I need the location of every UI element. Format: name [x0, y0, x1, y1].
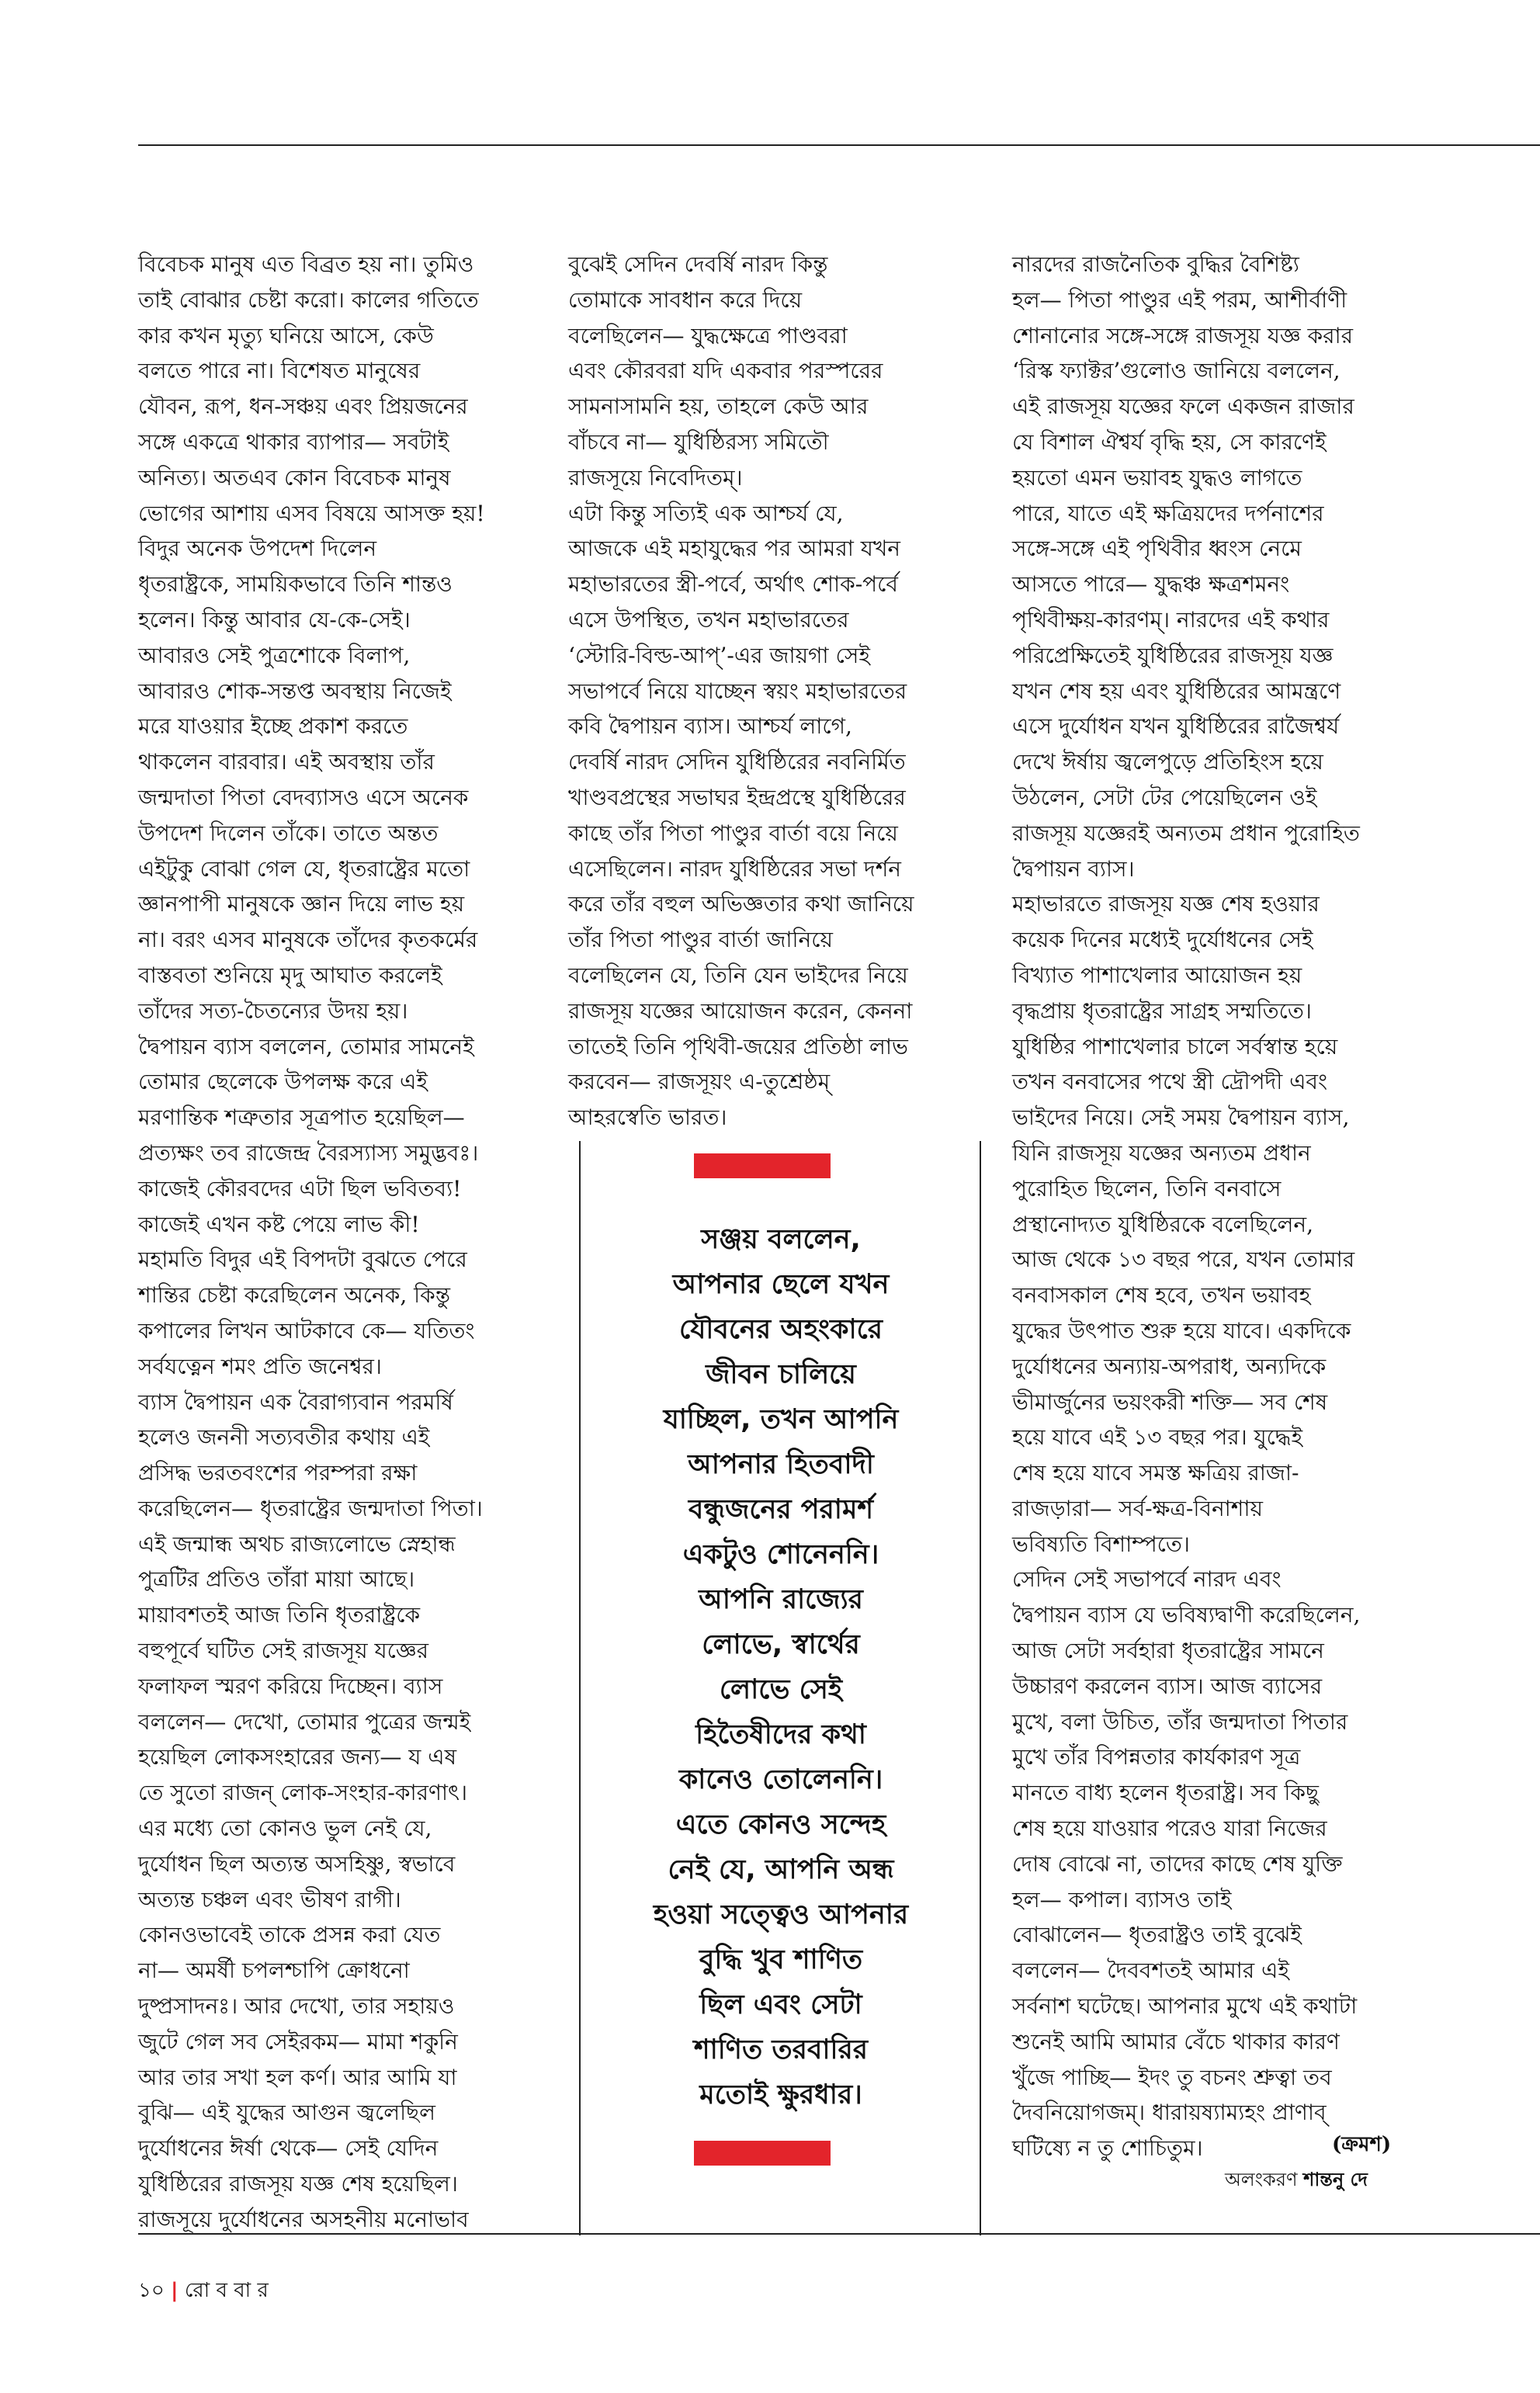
text-line: কাছে তাঁর পিতা পাণ্ডুর বার্তা বয়ে নিয়ে [568, 820, 898, 846]
text-line: এতে কোনও সন্দেহ [675, 1809, 886, 1840]
text-line: ঘটিষ্যে ন তু শোচিতুম। [1012, 2135, 1203, 2162]
text-line: ভাইদের নিয়ে। সেই সময় দ্বৈপায়ন ব্যাস, [1012, 1105, 1350, 1131]
text-line: যুধিষ্ঠির পাশাখেলার চালে সর্বস্বান্ত হয়ে [1012, 1033, 1338, 1060]
text-line: এই রাজসূয় যজ্ঞের ফলে একজন রাজার [1012, 394, 1354, 420]
credit-artist: শান্তনু দে [1303, 2168, 1368, 2190]
text-line: কপালের লিখন আটকাবে কে— যতিতং [138, 1317, 475, 1344]
text-line: যৌবনের অহংকারে [679, 1314, 883, 1345]
text-line: উচ্চারণ করলেন ব্যাস। আজ ব্যাসের [1012, 1673, 1323, 1699]
text-line: শাণিত তরবারির [693, 2034, 869, 2065]
text-line: হল— পিতা পাণ্ডুর এই পরম, আশীর্বাণী [1012, 286, 1348, 313]
text-line: রাজসূয়ে নিবেদিতম্। [568, 464, 743, 491]
text-line: ‘রিস্ক ফ্যাক্টর’গুলোও জানিয়ে বললেন, [1012, 358, 1341, 384]
text-line: না। বরং এসব মানুষকে তাঁদের কৃতকর্মের [138, 927, 478, 953]
text-line: আজ সেটা সর্বহারা ধৃতরাষ্ট্রের সামনে [1012, 1638, 1324, 1664]
text-line: প্রসিদ্ধ ভরতবংশের পরম্পরা রক্ষা [138, 1460, 418, 1486]
bottom-rule [138, 2233, 1540, 2235]
text-line: মহাভারতে রাজসূয় যজ্ঞ শেষ হওয়ার [1012, 891, 1320, 917]
text-line: রাজসূয়ে দুর্যোধনের অসহনীয় মনোভাব [138, 2206, 469, 2232]
text-line: তাঁর পিতা পাণ্ডুর বার্তা জানিয়ে [568, 927, 834, 953]
text-line: হওয়া সত্ত্বেও আপনার [653, 1899, 909, 1930]
top-rule [138, 144, 1540, 146]
text-column-3 [1012, 247, 1447, 2166]
text-line: এসে উপস্থিত, তখন মহাভারতের [568, 606, 849, 633]
text-line: ব্যাস দ্বৈপায়ন এক বৈরাগ্যবান পরমর্ষি [138, 1389, 453, 1415]
text-line: ভবিষ্যতি বিশাম্পতে। [1012, 1531, 1190, 1557]
text-line: মায়াবশতই আজ তিনি ধৃতরাষ্ট্রকে [138, 1602, 421, 1628]
quote-divider-left [579, 1141, 581, 2235]
text-line: যৌবন, রূপ, ধন-সঞ্চয় এবং প্রিয়জনের [138, 394, 468, 420]
text-line: লোভে, স্বার্থের [702, 1629, 860, 1660]
text-line: মরে যাওয়ার ইচ্ছে প্রকাশ করতে [138, 713, 408, 740]
quote-divider-right [980, 1141, 981, 2235]
text-line: সর্বনাশ ঘটেছে। আপনার মুখে এই কথাটা [1012, 1993, 1358, 2020]
page-footer [138, 2274, 269, 2308]
text-line: বলেছিলেন যে, তিনি যেন ভাইদের নিয়ে [568, 962, 908, 988]
text-line: বললেন— দেখো, তোমার পুত্রের জন্মই [138, 1708, 471, 1735]
text-line: কোনওভাবেই তাকে প্রসন্ন করা যেত [138, 1922, 441, 1948]
text-line: দেবর্ষি নারদ সেদিন যুধিষ্ঠিরের নবনির্মিত [568, 749, 906, 775]
text-line: ‘স্টোরি-বিল্ড-আপ্’-এর জায়গা সেই [568, 642, 870, 668]
text-line: বুদ্ধি খুব শাণিত [699, 1944, 863, 1975]
text-line: আর তার সখা হল কর্ণ। আর আমি যা [138, 2064, 457, 2090]
text-line: বিদুর অনেক উপদেশ দিলেন [138, 536, 377, 562]
text-line: কবি দ্বৈপায়ন ব্যাস। আশ্চর্য লাগে, [568, 713, 852, 740]
pull-quote-accent-bar-top [694, 1153, 831, 1178]
text-line: বললেন— দৈববশতই আমার এই [1012, 1958, 1289, 1984]
text-line: দ্বৈপায়ন ব্যাস। [1012, 855, 1135, 882]
text-line: উপদেশ দিলেন তাঁকে। তাতে অন্তত [138, 820, 439, 846]
text-line: যিনি রাজসূয় যজ্ঞের অন্যতম প্রধান [1012, 1139, 1311, 1166]
text-line: কানেও তোলেননি। [678, 1764, 883, 1795]
text-line: শুনেই আমি আমার বেঁচে থাকার কারণ [1012, 2028, 1340, 2055]
text-line: রাজড়ারা— সর্ব-ক্ষত্র-বিনাশায় [1012, 1495, 1263, 1521]
text-line: বন্ধুজনের পরামর্শ [688, 1494, 874, 1525]
pull-quote-accent-bar-bottom [694, 2141, 831, 2166]
text-line: বাস্তবতা শুনিয়ে মৃদু আঘাত করলেই [138, 962, 442, 988]
text-line: না— অমর্ষী চপলশ্চাপি ক্রোধনো [138, 1958, 410, 1984]
text-line: পরিপ্রেক্ষিতেই যুধিষ্ঠিরের রাজসূয় যজ্ঞ [1012, 642, 1334, 668]
text-line: ভীমার্জুনের ভয়ংকরী শক্তি— সব শেষ [1012, 1389, 1328, 1415]
text-line: তোমার ছেলেকে উপলক্ষ করে এই [138, 1069, 428, 1095]
text-line: মুখে তাঁর বিপন্নতার কার্যকারণ সূত্র [1012, 1744, 1301, 1770]
text-line: পুত্রটির প্রতিও তাঁরা মায়া আছে। [138, 1566, 415, 1593]
text-line: দ্বৈপায়ন ব্যাস বললেন, তোমার সামনেই [138, 1033, 474, 1060]
text-line: পুরোহিত ছিলেন, তিনি বনবাসে [1012, 1175, 1282, 1202]
text-line: শেষ হয়ে যাবে সমস্ত ক্ষত্রিয় রাজা- [1012, 1460, 1299, 1486]
text-line: নেই যে, আপনি অন্ধ [668, 1854, 894, 1885]
text-line: সভাপর্বে নিয়ে যাচ্ছেন স্বয়ং মহাভারতের [568, 678, 907, 704]
text-line: রাজসূয় যজ্ঞের আয়োজন করেন, কেননা [568, 997, 913, 1024]
text-line: জীবন চালিয়ে [706, 1359, 856, 1390]
text-line: এসেছিলেন। নারদ যুধিষ্ঠিরের সভা দর্শন [568, 855, 902, 882]
text-line: যুধিষ্ঠিরের রাজসূয় যজ্ঞ শেষ হয়েছিল। [138, 2171, 458, 2197]
text-line: অত্যন্ত চঞ্চল এবং ভীষণ রাগী। [138, 1886, 401, 1913]
text-line: প্রত্যক্ষং তব রাজেন্দ্র বৈরস্যাস্য সমুদ্ভবঃ। [138, 1139, 479, 1166]
text-line: মুখে, বলা উচিত, তাঁর জন্মদাতা পিতার [1012, 1708, 1348, 1735]
text-line: যখন শেষ হয় এবং যুধিষ্ঠিরের আমন্ত্রণে [1012, 678, 1341, 704]
text-line: বিবেচক মানুষ এত বিব্রত হয় না। তুমিও [138, 251, 474, 277]
text-line: হয়েছিল লোকসংহারের জন্য— য এষ [138, 1744, 457, 1770]
text-line: দুর্যোধনের অন্যায়-অপরাধ, অন্যদিকে [1012, 1353, 1327, 1379]
text-line: কয়েক দিনের মধ্যেই দুর্যোধনের সেই [1012, 927, 1313, 953]
text-line: সঞ্জয় বললেন, [701, 1224, 861, 1255]
text-line: যে বিশাল ঐশ্বর্য বৃদ্ধি হয়, সে কারণেই [1012, 428, 1327, 455]
text-line: আবারও শোক-সন্তপ্ত অবস্থায় নিজেই [138, 678, 452, 704]
text-line: একটুও শোনেননি। [682, 1539, 879, 1570]
text-line: নারদের রাজনৈতিক বুদ্ধির বৈশিষ্ট্য [1012, 251, 1299, 277]
text-line: তাতেই তিনি পৃথিবী-জয়ের প্রতিষ্ঠা লাভ [568, 1033, 908, 1060]
text-line: কাজেই কৌরবদের এটা ছিল ভবিতব্য! [138, 1175, 462, 1202]
text-line: করেছিলেন— ধৃতরাষ্ট্রের জন্মদাতা পিতা। [138, 1495, 483, 1521]
text-line: থাকলেন বারবার। এই অবস্থায় তাঁর [138, 749, 435, 775]
text-line: বৃদ্ধপ্রায় ধৃতরাষ্ট্রের সাগ্রহ সম্মতিতে। [1012, 997, 1312, 1024]
text-line: দেখে ঈর্ষায় জ্বলেপুড়ে প্রতিহিংস হয়ে [1012, 749, 1323, 775]
magazine-name: রো ব বা র [184, 2279, 269, 2302]
text-line: আজ থেকে ১৩ বছর পরে, যখন তোমার [1012, 1247, 1355, 1273]
text-line: পারে, যাতে এই ক্ষত্রিয়দের দর্পনাশের [1012, 500, 1324, 526]
text-line: তখন বনবাসের পথে স্ত্রী দ্রৌপদী এবং [1012, 1069, 1328, 1095]
text-line: মতোই ক্ষুরধার। [699, 2079, 862, 2110]
text-line: শেষ হয়ে যাওয়ার পরেও যারা নিজের [1012, 1816, 1327, 1842]
text-line: হিতৈষীদের কথা [695, 1719, 866, 1750]
text-line: লোভে সেই [719, 1674, 843, 1705]
text-line: শোনানোর সঙ্গে-সঙ্গে রাজসূয় যজ্ঞ করার [1012, 322, 1354, 349]
text-line: যুদ্ধের উৎপাত শুরু হয়ে যাবে। একদিকে [1012, 1317, 1351, 1344]
text-line: কাজেই এখন কষ্ট পেয়ে লাভ কী! [138, 1211, 420, 1237]
text-line: আপনি রাজ্যের [699, 1584, 863, 1615]
text-line: ভোগের আশায় এসব বিষয়ে আসক্ত হয়! [138, 500, 485, 526]
text-line: ফলাফল স্মরণ করিয়ে দিচ্ছেন। ব্যাস [138, 1673, 443, 1699]
footer-separator: | [171, 2279, 179, 2302]
text-line: শান্তির চেষ্টা করেছিলেন অনেক, কিন্তু [138, 1282, 451, 1309]
pull-quote [595, 1149, 967, 2189]
text-line: হল— কপাল। ব্যাসও তাই [1012, 1886, 1232, 1913]
illustration-credit [1225, 2166, 1368, 2197]
text-line: বুঝি— এই যুদ্ধের আগুন জ্বলেছিল [138, 2100, 435, 2126]
page-number: ১০ [138, 2279, 165, 2302]
text-line: আবারও সেই পুত্রশোকে বিলাপ, [138, 642, 411, 668]
text-line: খাণ্ডবপ্রস্থের সভাঘর ইন্দ্রপ্রস্থে যুধিষ্ঠিরের [568, 784, 906, 810]
text-line: সামনাসামনি হয়, তাহলে কেউ আর [568, 394, 869, 420]
text-line: আপনার ছেলে যখন [672, 1269, 890, 1300]
text-line: হয়তো এমন ভয়াবহ যুদ্ধও লাগতে [1012, 464, 1302, 491]
text-line: দোষ বোঝে না, তাদের কাছে শেষ যুক্তি [1012, 1850, 1343, 1877]
text-line: কার কখন মৃত্যু ঘনিয়ে আসে, কেউ [138, 322, 434, 349]
text-column-2 [568, 247, 969, 1136]
text-line: সেদিন সেই সভাপর্বে নারদ এবং [1012, 1566, 1282, 1593]
text-line: বলেছিলেন— যুদ্ধক্ষেত্রে পাণ্ডবরা [568, 322, 848, 349]
text-line: আজকে এই মহাযুদ্ধের পর আমরা যখন [568, 536, 900, 562]
text-line: হলেন। কিন্তু আবার যে-কে-সেই। [138, 606, 411, 633]
text-line: এবং কৌরবরা যদি একবার পরস্পরের [568, 358, 883, 384]
pull-quote-text [595, 1217, 967, 2117]
text-line: এসে দুর্যোধন যখন যুধিষ্ঠিরের রাজৈশ্বর্য [1012, 713, 1340, 740]
text-line: তে সুতো রাজন্ লোক-সংহার-কারণাৎ। [138, 1780, 468, 1806]
text-line: মহাভারতের স্ত্রী-পর্বে, অর্থাৎ শোক-পর্বে [568, 571, 899, 598]
text-line: দুর্যোধনের ঈর্ষা থেকে— সেই যেদিন [138, 2135, 439, 2162]
text-line: মহামতি বিদুর এই বিপদটা বুঝতে পেরে [138, 1247, 467, 1273]
text-line: তোমাকে সাবধান করে দিয়ে [568, 286, 803, 313]
text-line: সর্বযত্নেন শমং প্রতি জনেশ্বর। [138, 1353, 382, 1379]
text-line: বলতে পারে না। বিশেষত মানুষের [138, 358, 421, 384]
text-line: সঙ্গে একত্রে থাকার ব্যাপার— সবটাই [138, 428, 449, 455]
text-line: যাচ্ছিল, তখন আপনি [663, 1404, 899, 1435]
text-line: ধৃতরাষ্ট্রকে, সাময়িকভাবে তিনি শান্তও [138, 571, 453, 598]
text-line: খুঁজে পাচ্ছি— ইদং তু বচনং শ্রুত্বা তব [1012, 2064, 1332, 2090]
text-line: আহরস্বেতি ভারত। [568, 1105, 727, 1131]
credit-label: অলংকরণ [1225, 2169, 1298, 2190]
text-line: এইটুকু বোঝা গেল যে, ধৃতরাষ্ট্রের মতো [138, 855, 470, 882]
text-line: ছিল এবং সেটা [699, 1989, 862, 2020]
text-line: জন্মদাতা পিতা বেদব্যাসও এসে অনেক [138, 784, 469, 810]
text-column-1 [138, 247, 526, 2238]
text-line: পৃথিবীক্ষয়-কারণম্। নারদের এই কথার [1012, 606, 1330, 633]
text-line: সঙ্গে-সঙ্গে এই পৃথিবীর ধ্বংস নেমে [1012, 536, 1302, 562]
text-line: তাই বোঝার চেষ্টা করো। কালের গতিতে [138, 286, 479, 313]
text-line: বিখ্যাত পাশাখেলার আয়োজন হয় [1012, 962, 1302, 988]
text-line: করবেন— রাজসূয়ং এ-তুশ্রেষ্ঠম্ [568, 1069, 831, 1095]
text-line: জুটে গেল সব সেইরকম— মামা শকুনি [138, 2028, 458, 2055]
text-line: করে তাঁর বহুল অভিজ্ঞতার কথা জানিয়ে [568, 891, 914, 917]
text-line: উঠলেন, সেটা টের পেয়েছিলেন ওই [1012, 784, 1317, 810]
text-line: রাজসূয় যজ্ঞেরই অন্যতম প্রধান পুরোহিত [1012, 820, 1360, 846]
text-line: অনিত্য। অতএব কোন বিবেচক মানুষ [138, 464, 451, 491]
text-line: দুর্যোধন ছিল অত্যন্ত অসহিষ্ণু, স্বভাবে [138, 1850, 456, 1877]
text-line: বুঝেই সেদিন দেবর্ষি নারদ কিন্তু [568, 251, 828, 277]
text-line: এই জন্মান্ধ অথচ রাজ্যলোভে স্নেহান্ধ [138, 1531, 456, 1557]
text-line: হলেও জননী সত্যবতীর কথায় এই [138, 1424, 430, 1451]
continued-marker: (ক্রমশ) [1332, 2133, 1392, 2156]
text-line: দৈবনিয়োগজম্। ধারায়ষ্যাম্যহং প্রাণাব্ [1012, 2100, 1327, 2126]
text-line: মরণান্তিক শত্রুতার সূত্রপাত হয়েছিল— [138, 1105, 465, 1131]
text-line: বোঝালেন— ধৃতরাষ্ট্রও তাই বুঝেই [1012, 1922, 1302, 1948]
text-line: বনবাসকাল শেষ হবে, তখন ভয়াবহ [1012, 1282, 1311, 1309]
text-line: জ্ঞানপাপী মানুষকে জ্ঞান দিয়ে লাভ হয় [138, 891, 465, 917]
text-line: দ্বৈপায়ন ব্যাস যে ভবিষ্যদ্বাণী করেছিলেন, [1012, 1602, 1361, 1628]
text-line: দুষ্প্রসাদনঃ। আর দেখো, তার সহায়ও [138, 1993, 455, 2020]
text-line: হয়ে যাবে এই ১৩ বছর পর। যুদ্ধেই [1012, 1424, 1303, 1451]
text-line: এর মধ্যে তো কোনও ভুল নেই যে, [138, 1816, 432, 1842]
text-line: বাঁচবে না— যুধিষ্ঠিরস্য সমিতৌ [568, 428, 829, 455]
text-line: তাঁদের সত্য-চৈতন্যের উদয় হয়। [138, 997, 408, 1024]
text-line: প্রস্থানোদ্যত যুধিষ্ঠিরকে বলেছিলেন, [1012, 1211, 1314, 1237]
text-line: আপনার হিতবাদী [688, 1449, 874, 1480]
text-line: মানতে বাধ্য হলেন ধৃতরাষ্ট্র। সব কিছু [1012, 1780, 1319, 1806]
text-line: আসতে পারে— যুদ্ধঞ্চ ক্ষত্রশমনং [1012, 571, 1290, 598]
text-line: এটা কিন্তু সত্যিই এক আশ্চর্য যে, [568, 500, 844, 526]
text-line: বহুপূর্বে ঘটিত সেই রাজসূয় যজ্ঞের [138, 1638, 429, 1664]
